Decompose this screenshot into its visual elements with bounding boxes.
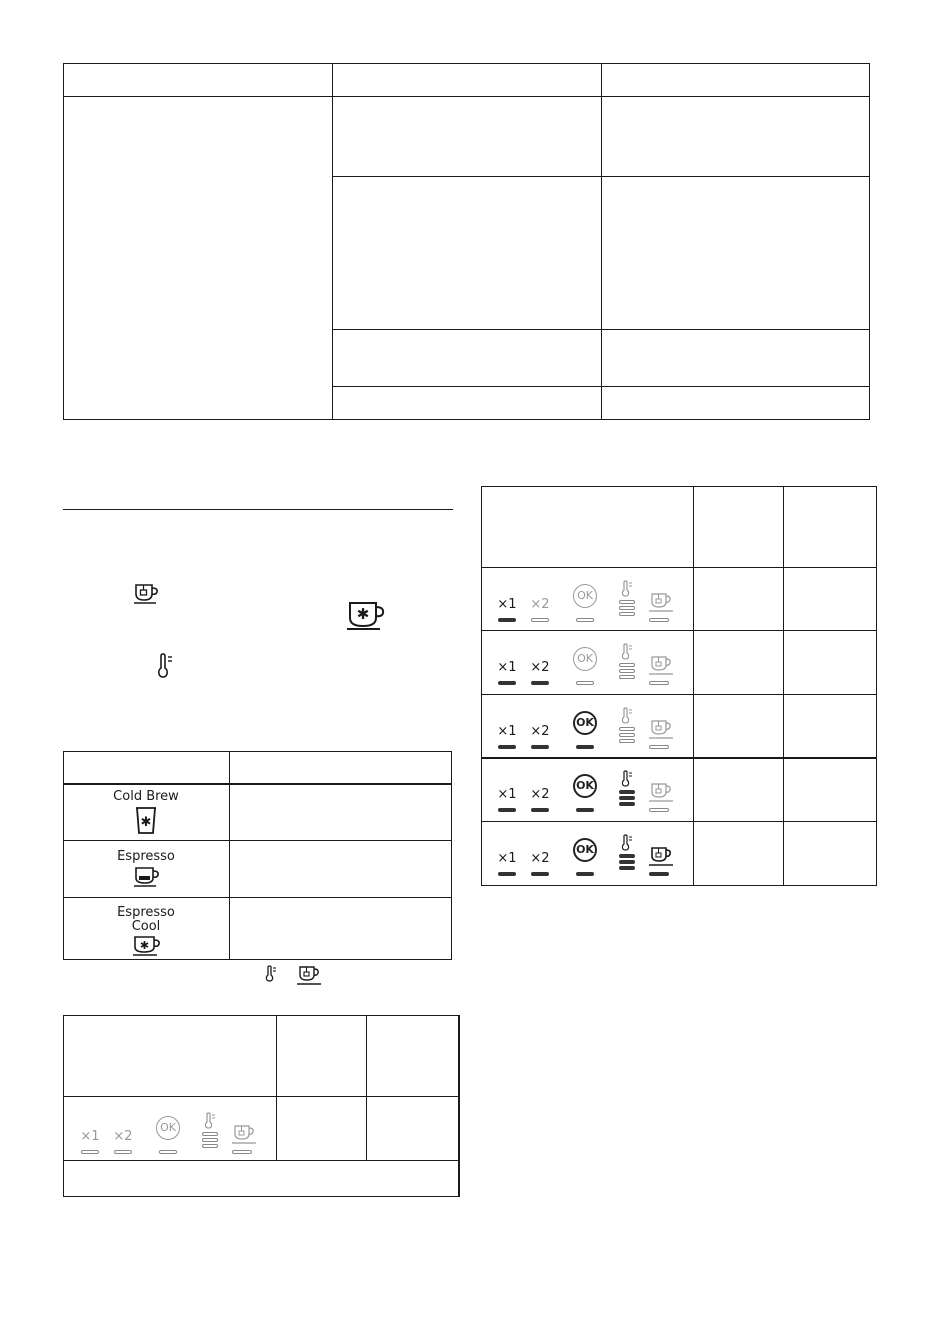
tea-cup-icon <box>649 655 675 679</box>
thermometer-icon <box>621 643 635 665</box>
tea-indicator-light <box>649 745 669 749</box>
x1-indicator-light <box>498 681 516 685</box>
tea-cup-icon <box>649 719 675 743</box>
ok-indicator-light <box>576 808 594 812</box>
x1-indicator-label: ×1 <box>497 787 517 802</box>
ok-indicator-icon: OK <box>573 711 597 735</box>
beverage-table-col-divider <box>229 751 230 960</box>
thermometer-icon <box>621 770 635 792</box>
x2-indicator-light <box>531 681 549 685</box>
ok-indicator-light <box>159 1150 177 1154</box>
svg-text:✱: ✱ <box>140 815 152 830</box>
thermometer-icon <box>621 707 635 729</box>
beverage-table-row-divider <box>63 897 452 898</box>
ok-indicator-icon: OK <box>573 838 597 862</box>
top-table-row-divider <box>332 386 870 387</box>
x1-indicator-label: ×1 <box>497 597 517 612</box>
temperature-level-light <box>619 600 635 604</box>
temperature-level-light <box>202 1138 218 1142</box>
thermometer-icon <box>204 1112 218 1134</box>
top-table <box>63 63 870 420</box>
x2-indicator-light <box>531 745 549 749</box>
left-indicator-table-row-divider <box>63 1096 460 1097</box>
temperature-level-light <box>619 790 635 794</box>
espresso-cup-icon <box>134 866 164 888</box>
top-table-header-divider <box>63 96 870 97</box>
ok-indicator-light <box>576 872 594 876</box>
right-indicator-table <box>481 486 877 886</box>
tea-cup-icon <box>297 965 323 985</box>
espresso-cool-cup-icon <box>347 600 389 630</box>
tea-indicator-light <box>232 1150 252 1154</box>
x1-indicator-label: ×1 <box>497 851 517 866</box>
top-table-col-divider-2 <box>601 63 602 420</box>
temperature-level-light <box>619 854 635 858</box>
left-indicator-table-right-edge <box>458 1015 460 1197</box>
x2-indicator-label: ×2 <box>530 724 550 739</box>
temperature-level-light <box>619 860 635 864</box>
x1-indicator-light <box>498 808 516 812</box>
x2-indicator-light <box>531 808 549 812</box>
temperature-level-light <box>202 1144 218 1148</box>
x2-indicator-label: ×2 <box>530 660 550 675</box>
ok-indicator-icon: OK <box>573 647 597 671</box>
ok-indicator-icon: OK <box>156 1116 180 1140</box>
cold-brew-label: Cold Brew <box>113 789 179 804</box>
temperature-level-light <box>619 612 635 616</box>
right-indicator-table-col-divider <box>783 486 784 886</box>
right-indicator-table-row-divider <box>481 757 877 759</box>
espresso-cool-cup-icon <box>133 935 165 957</box>
left-indicator-table-col-divider <box>276 1015 277 1160</box>
cold-brew-cup-icon <box>135 806 157 836</box>
tea-cup-icon <box>232 1124 258 1148</box>
right-indicator-table-row-divider <box>481 821 877 822</box>
x2-indicator-light <box>531 618 549 622</box>
tea-cup-icon <box>649 592 675 616</box>
x1-indicator-label: ×1 <box>80 1129 100 1144</box>
temperature-level-light <box>619 663 635 667</box>
x2-indicator-label: ×2 <box>113 1129 133 1144</box>
temperature-level-light <box>619 727 635 731</box>
x2-indicator-light <box>114 1150 132 1154</box>
x1-indicator-light <box>498 872 516 876</box>
tea-indicator-light <box>649 872 669 876</box>
tea-cup-icon <box>133 582 161 604</box>
espresso-cool-label: Espresso Cool <box>117 905 175 934</box>
right-indicator-table-row-divider <box>481 567 877 568</box>
ok-indicator-light <box>576 745 594 749</box>
svg-text:✱: ✱ <box>356 605 370 623</box>
temperature-level-light <box>619 669 635 673</box>
temperature-level-light <box>619 675 635 679</box>
temperature-level-light <box>619 733 635 737</box>
beverage-table-header-divider <box>63 783 452 785</box>
espresso-label: Espresso <box>117 849 175 864</box>
ok-indicator-icon: OK <box>573 584 597 608</box>
x1-indicator-light <box>81 1150 99 1154</box>
x2-indicator-label: ×2 <box>530 597 550 612</box>
tea-cup-icon <box>649 782 675 806</box>
thermometer-icon <box>265 965 279 983</box>
x2-indicator-label: ×2 <box>530 787 550 802</box>
temperature-level-light <box>619 796 635 800</box>
temperature-level-light <box>619 606 635 610</box>
tea-indicator-light <box>649 618 669 622</box>
left-indicator-table-col-divider <box>366 1015 367 1160</box>
ok-indicator-light <box>576 681 594 685</box>
ok-indicator-icon: OK <box>573 774 597 798</box>
x2-indicator-light <box>531 872 549 876</box>
temperature-level-light <box>619 802 635 806</box>
left-indicator-table-row-divider <box>63 1160 460 1161</box>
tea-indicator-light <box>649 681 669 685</box>
thermometer-icon <box>157 653 175 679</box>
beverage-table-row-divider <box>63 840 452 841</box>
x1-indicator-label: ×1 <box>497 724 517 739</box>
top-table-col-divider-1 <box>332 63 333 420</box>
x1-indicator-light <box>498 745 516 749</box>
tea-cup-icon <box>649 846 675 870</box>
x1-indicator-label: ×1 <box>497 660 517 675</box>
top-table-row-divider <box>332 176 870 177</box>
right-indicator-table-row-divider <box>481 694 877 695</box>
x2-indicator-label: ×2 <box>530 851 550 866</box>
thermometer-icon <box>621 834 635 856</box>
top-table-row-divider <box>332 329 870 330</box>
ok-indicator-light <box>576 618 594 622</box>
section-rule <box>63 509 453 510</box>
right-indicator-table-col-divider <box>693 486 694 886</box>
tea-indicator-light <box>649 808 669 812</box>
svg-text:✱: ✱ <box>139 939 150 952</box>
right-indicator-table-row-divider <box>481 630 877 631</box>
x1-indicator-light <box>498 618 516 622</box>
thermometer-icon <box>621 580 635 602</box>
temperature-level-light <box>202 1132 218 1136</box>
temperature-level-light <box>619 739 635 743</box>
temperature-level-light <box>619 866 635 870</box>
